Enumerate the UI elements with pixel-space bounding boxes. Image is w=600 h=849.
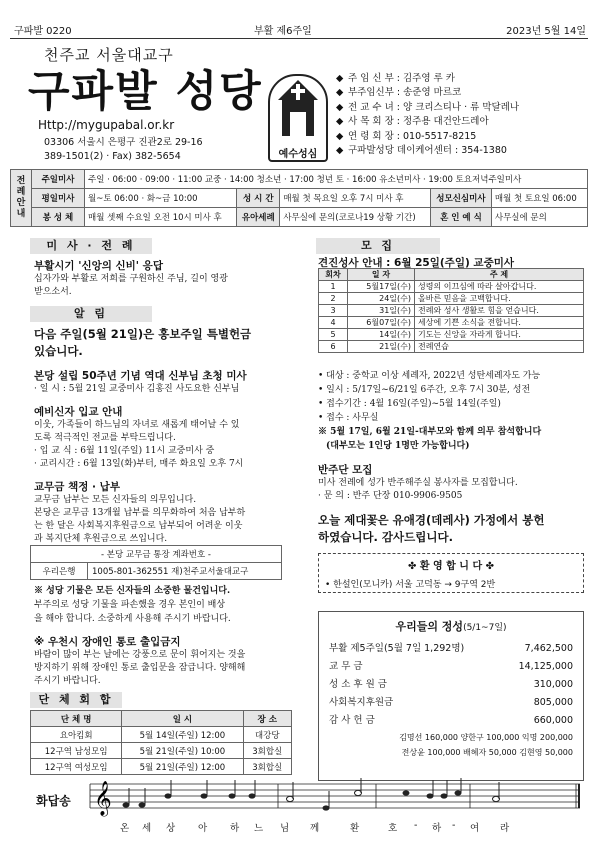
offering-label: 감 사 헌 금 <box>329 715 375 726</box>
offering-row <box>329 642 573 656</box>
masthead-subtitle: 천주교 서울대교구 <box>44 46 174 64</box>
mass-liturgy-heading: 미 사 · 전 례 <box>30 238 152 254</box>
lyric-syllable: - <box>414 820 418 831</box>
infant-baptism-info: 사무실에 문의(코로나19 상황 기간) <box>280 208 431 227</box>
church-icon <box>270 76 326 140</box>
notice-heading: 알 림 <box>30 306 152 322</box>
diamond-bullet-icon: ◆ <box>336 101 344 113</box>
lyric-syllable: 세 <box>142 823 152 834</box>
group-col-name: 단 체 명 <box>31 711 122 727</box>
account-number: 1005-801-362551 재)천주교서울대교구 <box>88 563 282 580</box>
door-notice-line-3: 주시기 바랍니다. <box>34 676 101 686</box>
lyric-syllable: 님 <box>280 823 290 834</box>
lyric-syllable: 아 <box>198 823 208 834</box>
wedding-info: 사무실에 문의 <box>491 208 587 227</box>
diamond-bullet-icon: ◆ <box>336 87 344 99</box>
staff-text: 연 령 회 장 : 010-5517-8215 <box>348 130 477 142</box>
offering-row <box>329 696 573 710</box>
group-name: 12구역 남성모임 <box>31 743 122 759</box>
wedding-label: 혼 인 예 식 <box>431 208 492 227</box>
infant-baptism-label: 유아세례 <box>237 208 280 227</box>
group-place: 3회합실 <box>243 759 292 775</box>
weekday-mass-times: 월~토 06:00 · 화~금 10:00 <box>85 189 237 208</box>
lyric-syllable: 하 <box>230 823 240 834</box>
diamond-bullet-icon: ◆ <box>336 73 344 84</box>
masthead-address-1: 03306 서울시 은평구 진관2로 29-16 <box>44 137 203 148</box>
diamond-bullet-icon: ◆ <box>336 145 344 157</box>
accompanist-line-2: · 문 의 : 반주 단장 010-9906-9505 <box>318 491 463 501</box>
offering-donors-1: 김명선 160,000 양한구 100,000 익명 200,000 <box>399 733 573 742</box>
anniversary-line: · 일 시 : 5월 21일 교중미사 김홍진 사도요한 신부님 <box>34 384 240 394</box>
staff-item <box>336 86 586 100</box>
table-row <box>31 743 292 759</box>
emblem-caption: 예수성심 <box>278 149 318 160</box>
col-date: 일 자 <box>348 269 415 281</box>
offering-amount: 310,000 <box>533 679 573 690</box>
table-row <box>319 305 584 317</box>
anniversary-title: 본당 설립 50주년 기념 역대 신부님 초청 미사 <box>34 370 247 382</box>
confirmation-session: 2 <box>319 293 348 305</box>
hymn-lyrics <box>120 820 520 834</box>
lyric-syllable: 환 <box>350 823 360 834</box>
mass-response-line-2: 받으소서. <box>34 287 72 297</box>
confirmation-session: 1 <box>319 281 348 293</box>
staff-text: 주 임 신 부 : 김주영 루 카 <box>348 73 455 84</box>
accompanist-line-1: 미사 전례에 성가 반주해주실 봉사자를 모집합니다. <box>318 478 518 488</box>
confirmation-date: 14일(수) <box>348 329 415 341</box>
lyric-syllable: 느 <box>254 823 264 834</box>
group-meeting-table <box>30 710 292 775</box>
promo-sunday-notice-1: 다음 주일(5월 21일)은 홍보주일 특별헌금 <box>34 327 252 341</box>
items-notice-line-2: 부주의로 성당 기물을 파손했을 경우 본인이 배상 <box>34 600 226 610</box>
lyric-syllable: 온 <box>120 823 130 834</box>
weekday-mass-label: 평일미사 <box>32 189 85 208</box>
lyric-syllable: 호 <box>388 823 398 834</box>
confirmation-session: 4 <box>319 317 348 329</box>
offering-amount: 14,125,000 <box>518 661 573 672</box>
welcome-line: • 한설인(모니카) 서울 고덕동 → 9구역 2반 <box>325 580 496 590</box>
door-notice-line-2: 방지하기 위해 장애인 통로 출입문을 잠급니다. 양해해 <box>34 663 246 673</box>
offering-period: (5/1~7일) <box>463 623 507 633</box>
issue-date: 2023년 5월 14일 <box>506 26 586 37</box>
account-bank: 우리은행 <box>31 563 88 580</box>
staff-item <box>336 72 586 86</box>
confirmation-schedule-table <box>318 268 584 353</box>
hymn-label: 화답송 <box>36 794 71 808</box>
marian-mass-label: 성모신심미사 <box>431 189 492 208</box>
dues-title: 교무금 책정 · 납부 <box>34 481 120 493</box>
confirmation-warning-2: (대부모는 1인당 1명만 가능합니다) <box>326 441 470 451</box>
issue-number: 구파발 0220 <box>14 26 72 37</box>
lyric-syllable: 여 <box>470 823 480 834</box>
items-notice-line-1: ※ 성당 기물은 모든 신자들의 소중한 물건입니다. <box>34 586 231 596</box>
marian-mass-times: 매월 첫 토요일 06:00 <box>491 189 587 208</box>
confirmation-date: 31일(수) <box>348 305 415 317</box>
offering-row <box>329 678 573 692</box>
staff-item <box>336 115 586 129</box>
confirmation-date: 21일(수) <box>348 341 415 353</box>
confirmation-title: 견진성사 안내 : 6월 25일(주일) 교중미사 <box>318 257 514 269</box>
group-place: 대강당 <box>243 727 292 743</box>
lyric-syllable: 하 <box>432 823 442 834</box>
dues-line-1: 교무금 납부는 모든 신자들의 의무입니다. <box>34 495 197 505</box>
staff-item <box>336 130 586 144</box>
staff-item <box>336 144 586 158</box>
offering-title-wrap <box>319 618 583 634</box>
lyric-syllable: 께 <box>310 823 320 834</box>
liturgical-season: 부활 제6주일 <box>254 26 312 37</box>
church-emblem <box>268 74 328 162</box>
group-col-place: 장 소 <box>243 711 292 727</box>
svg-text:𝄞: 𝄞 <box>94 781 112 816</box>
confirmation-theme: 성령의 이끄심에 따라 살아갑니다. <box>415 281 584 293</box>
offering-label: 성 소 후 원 금 <box>329 679 387 690</box>
liturgy-schedule <box>10 169 588 227</box>
items-notice-line-3: 을 해야 합니다. 소중하게 사용해 주시기 바랍니다. <box>34 614 231 624</box>
col-session: 회차 <box>319 269 348 281</box>
diamond-bullet-icon: ◆ <box>336 116 344 128</box>
dues-line-4: 과 복지단체 후원금으로 쓰입니다. <box>34 534 168 544</box>
table-row <box>319 329 584 341</box>
col-theme: 주 제 <box>415 269 584 281</box>
offering-row <box>329 714 573 728</box>
staff-text: 구파발성당 데이케어센터 : 354-1380 <box>348 145 507 157</box>
staff-text: 부주임신부 : 송준영 마르코 <box>348 87 462 99</box>
staff-item <box>336 101 586 115</box>
offering-label: 사회복지후원금 <box>329 697 394 708</box>
confirmation-date: 24일(수) <box>348 293 415 305</box>
group-name: 요아킴회 <box>31 727 122 743</box>
catechumen-line-2: 도록 적극적인 전교를 부탁드립니다. <box>34 433 176 443</box>
diamond-bullet-icon: ◆ <box>336 130 344 142</box>
door-notice-title: ※ 우천시 장애인 통로 출입금지 <box>34 636 181 648</box>
music-staff-icon <box>86 778 582 818</box>
confirmation-note-1: • 대상 : 중학교 이상 세례자, 2022년 성탄세례자도 가능 <box>318 371 541 381</box>
communion-times: 매월 셋째 수요일 오전 10시 미사 후 <box>85 208 237 227</box>
table-row <box>319 317 584 329</box>
lyric-syllable: - <box>452 820 456 831</box>
staff-text: 전 교 수 녀 : 양 크리스티나 · 류 막달레나 <box>348 101 520 113</box>
account-title: - 본당 교무금 통장 계좌번호 - <box>31 546 282 563</box>
lyric-syllable: 라 <box>500 823 510 834</box>
offering-box <box>318 611 584 781</box>
lyric-syllable: 상 <box>166 823 176 834</box>
group-place: 3회합실 <box>243 743 292 759</box>
confirmation-theme: 전례와 성사 생활로 힘을 얻습니다. <box>415 305 584 317</box>
issue-header <box>14 22 586 37</box>
confirmation-date: 5월17일(수) <box>348 281 415 293</box>
promo-sunday-notice-2: 있습니다. <box>34 344 83 358</box>
table-row <box>319 293 584 305</box>
sunday-mass-label: 주일미사 <box>32 170 85 189</box>
confirmation-date: 6월07일(수) <box>348 317 415 329</box>
header-divider <box>10 38 588 39</box>
offering-amount: 805,000 <box>533 697 573 708</box>
offering-label: 부활 제5주일(5월 7일 1,292명) <box>329 643 465 654</box>
group-col-date: 일 시 <box>122 711 243 727</box>
confirmation-session: 6 <box>319 341 348 353</box>
masthead-url[interactable]: Http://mygupabal.or.kr <box>38 118 175 132</box>
group-date: 5월 14일(주일) 12:00 <box>122 727 243 743</box>
group-meeting-heading: 단 체 회 합 <box>30 692 122 708</box>
offering-amount: 660,000 <box>533 715 573 726</box>
recruit-heading: 모 집 <box>316 238 440 254</box>
welcome-title: ✤ 환 영 합 니 다 ✤ <box>408 561 494 572</box>
mass-response-title: 부활시기 '신앙의 신비' 응답 <box>34 260 163 272</box>
confirmation-warning-1: ※ 5월 17일, 6월 21일-대부모와 함께 의무 참석합니다 <box>318 427 542 437</box>
offering-row <box>329 660 573 674</box>
confirmation-session: 5 <box>319 329 348 341</box>
catechumen-line-4: · 교리시간 : 6월 13일(화)부터, 매주 화요일 오후 7시 <box>34 459 244 469</box>
table-row <box>319 281 584 293</box>
staff-text: 사 목 회 장 : 정주용 대건안드레아 <box>348 116 489 128</box>
staff-list <box>336 72 586 158</box>
confirmation-session: 3 <box>319 305 348 317</box>
offering-label: 교 무 금 <box>329 661 363 672</box>
confirmation-note-4: • 접수 : 사무실 <box>318 413 379 423</box>
confirmation-theme: 세상에 기쁜 소식을 전합니다. <box>415 317 584 329</box>
catechumen-line-1: 이웃, 가족들이 하느님의 자녀로 새롭게 태어날 수 있 <box>34 420 240 430</box>
account-table <box>30 545 282 580</box>
confirmation-theme: 전례연습 <box>415 341 584 353</box>
catechumen-line-3: · 입 교 식 : 6월 11일(주일) 11시 교중미사 중 <box>34 446 215 456</box>
door-notice-line-1: 바람이 많이 부는 날에는 강풍으로 문이 휘어지는 것을 <box>34 650 246 660</box>
dues-line-3: 는 한 달은 사회복지후원금으로 납부되어 어려운 이웃 <box>34 521 243 531</box>
offering-donors-2: 전상윤 100,000 배혜자 50,000 김현영 50,000 <box>401 748 573 757</box>
sunday-mass-times: 주일 · 06:00 · 09:00 · 11:00 교중 · 14:00 청소년 · 17:00 청년 토 · 16:00 유소년미사 · 19:00 토요저녁주일미사 <box>85 170 588 189</box>
dues-line-2: 본당은 교무금 13개월 납부를 의무화하여 처음 납부하 <box>34 508 246 518</box>
group-date: 5월 21일(주일) 10:00 <box>122 743 243 759</box>
table-row <box>31 727 292 743</box>
schedule-side-label: 전례안내 <box>11 170 32 227</box>
table-row <box>319 341 584 353</box>
altar-flower-line-1: 오늘 제대꽃은 유애경(데레사) 가정에서 봉헌 <box>318 513 545 527</box>
confirmation-theme: 기도는 신앙을 자라게 합니다. <box>415 329 584 341</box>
mass-response-line-1: 십자가와 부활로 저희를 구원하신 주님, 길이 영광 <box>34 274 228 284</box>
confirmation-theme: 올바른 믿음을 고백합니다. <box>415 293 584 305</box>
confirmation-note-2: • 일시 : 5/17일~6/21일 6주간, 오후 7시 30분, 성전 <box>318 385 531 395</box>
offering-title: 우리들의 정성 <box>395 620 464 633</box>
welcome-box <box>318 553 584 593</box>
altar-flower-line-2: 하였습니다. 감사드립니다. <box>318 530 453 544</box>
communion-label: 봉 성 체 <box>32 208 85 227</box>
offering-amount: 7,462,500 <box>524 643 573 654</box>
confirmation-note-3: • 접수기간 : 4월 16일(주일)~5월 14일(주일) <box>318 399 501 409</box>
table-row <box>31 759 292 775</box>
catechumen-title: 예비신자 입교 안내 <box>34 406 123 418</box>
group-date: 5월 21일(주일) 12:00 <box>122 759 243 775</box>
masthead-address-2: 389-1501(2) · Fax) 382-5654 <box>44 151 181 162</box>
masthead-title: 구파발 성당 <box>28 67 263 117</box>
group-name: 12구역 여성모임 <box>31 759 122 775</box>
holy-hour-times: 매월 첫 목요일 오후 7시 미사 후 <box>280 189 431 208</box>
accompanist-title: 반주단 모집 <box>318 464 373 476</box>
hymn-staff <box>86 778 582 818</box>
holy-hour-label: 성 시 간 <box>237 189 280 208</box>
